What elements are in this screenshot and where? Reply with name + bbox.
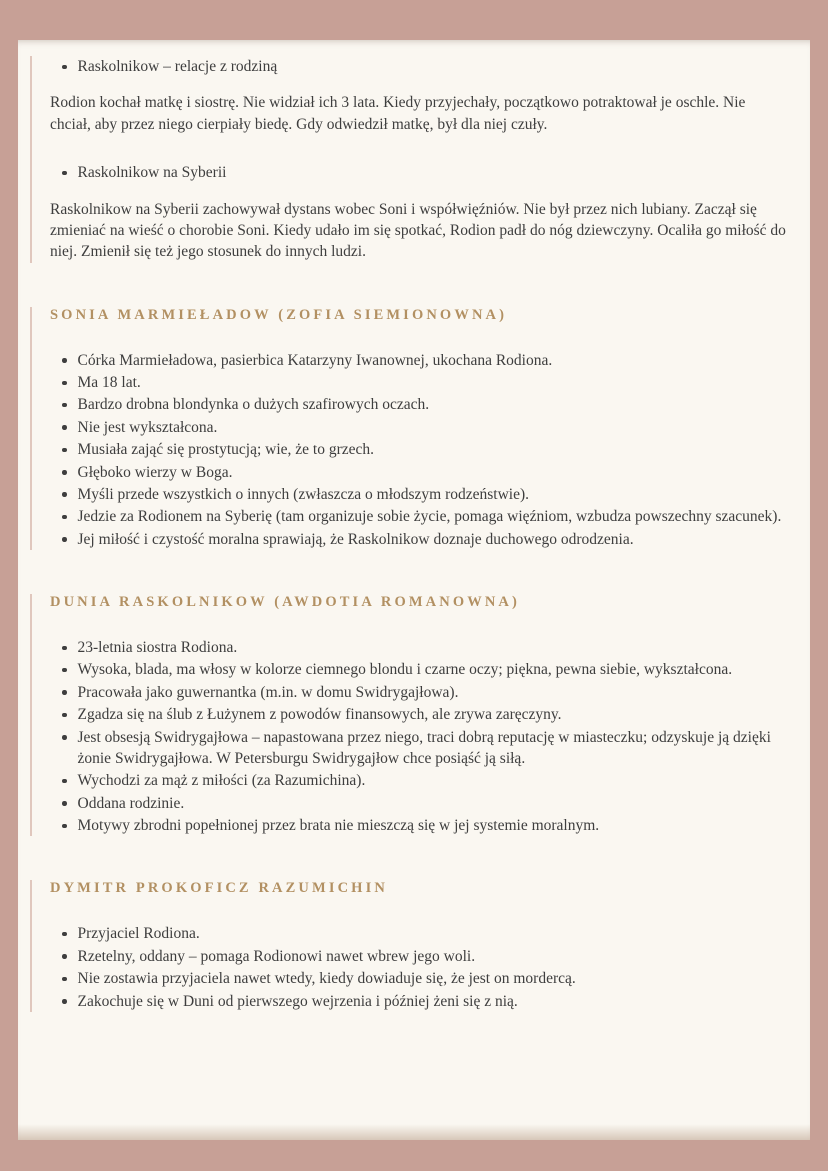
list-item-text: Raskolnikow – relacje z rodziną [77,58,278,75]
bullet-icon [62,801,67,806]
section [30,56,790,263]
list-item [50,991,790,1012]
list-item [50,484,790,505]
list-item [50,659,790,680]
paragraph: Rodion kochał matkę i siostrę. Nie widział ich 3 lata. Kiedy przyjechały, początkowo potraktował je oschle. Nie chciał, aby przez niego cierpiały biedę. Gdy odwiedził matkę, był dla niej czuły. [50,94,746,133]
list-item [50,637,790,658]
list-item-text: Przyjaciel Rodiona. [77,925,200,943]
list-item-text: Motywy zbrodni popełnionej przez brata nie mieszczą się w jej systemie moralnym. [77,817,600,834]
bullet-icon [62,537,67,542]
bullet-icon [62,646,67,651]
section [30,880,790,1012]
list-item-text: Oddana rodzinie. [77,794,185,812]
bullet-icon [62,358,67,363]
list-item [50,506,790,527]
section-title: DYMITR PROKOFICZ RAZUMICHIN [50,880,388,897]
list-item-text: Nie zostawia przyjaciela nawet wtedy, kiedy dowiaduje się, że jest on mordercą. [77,970,576,988]
bullet-icon [62,977,67,982]
section-title: SONIA MARMIEŁADOW (ZOFIA SIEMIONOWNA) [50,306,508,323]
list-item-text: Pracowała jako guwernantka (m.in. w domu Swidrygajłowa). [77,683,459,701]
list-item-text: Jedzie za Rodionem na Syberię (tam organizuje sobie życie, pomaga więźniom, wzbudza powszechny szacunek). [77,508,782,526]
list-item [50,439,790,460]
list-item-text: 23-letnia siostra Rodiona. [77,639,238,656]
list-item [50,417,790,438]
list-item-text: Wysoka, blada, ma włosy w kolorze ciemnego blondu i czarne oczy; piękna, pewna siebie, wykształcona. [77,661,733,679]
bullet-icon [62,425,67,430]
list-item [50,394,790,415]
list-item-text: Myśli przede wszystkich o innych (zwłaszcza o młodszym rodzeństwie). [77,485,530,503]
list-item-text: Zgadza się na ślub z Łużynem z powodów finansowych, ale zrywa zaręczyny. [77,706,562,724]
page-content [30,56,790,1012]
list-item [50,529,790,550]
bullet-icon [62,999,67,1004]
list-item-text: Jest obsesją Swidrygajłowa – napastowana przez niego, traci dobrą reputację w miasteczku; odzyskuje ją dzięki żonie Swidrygajłowa. W Petersburgu Swidrygajłow chce posiąść ją siłą. [77,728,771,767]
section [30,307,790,550]
list-item [50,727,790,770]
bullet-icon [62,515,67,520]
bullet-icon [62,824,67,829]
section [30,594,790,836]
list-item [50,923,790,944]
list-item [50,704,790,725]
bullet-icon [62,779,67,784]
paragraph: Raskolnikow na Syberii zachowywał dystans wobec Soni i współwięźniów. Nie był przez nich lubiany. Zaczął się zmieniać na wieść o chorobie Soni. Kiedy udało im się spotkać, Rodion padł do nóg dziewczyny. Ocaliła go miłość do niej. Zmienił się też jego stosunek do innych ludzi. [50,200,786,261]
bullet-icon [62,381,67,386]
bullet-icon [62,403,67,408]
list-item [50,770,790,791]
list-item-text: Zakochuje się w Duni od pierwszego wejrzenia i później żeni się z nią. [77,992,518,1010]
list-item-text: Bardzo drobna blondynka o dużych szafirowych oczach. [77,396,430,414]
list-item [50,946,790,967]
list-item [50,793,790,814]
bullet-icon [62,668,67,673]
bullet-icon [62,171,67,176]
list-item [50,462,790,483]
bullet-icon [62,932,67,937]
bullet-icon [62,713,67,718]
list-item [50,815,790,836]
list-item [50,682,790,703]
bullet-icon [62,470,67,475]
page [18,40,810,1140]
list-item-text: Wychodzi za mąż z miłości (za Razumichina). [77,772,366,790]
bullet-icon [62,735,67,740]
bullet-icon [62,492,67,497]
list-item-text: Raskolnikow na Syberii [77,164,227,182]
list-item [50,350,790,371]
list-item [50,56,790,77]
list-item-text: Jej miłość i czystość moralna sprawiają, że Raskolnikow doznaje duchowego odrodzenia. [77,530,634,548]
list-item-text: Nie jest wykształcona. [77,418,218,436]
bullet-icon [62,954,67,959]
list-item-text: Musiała zająć się prostytucją; wie, że to grzech. [77,441,375,459]
list-item-text: Ma 18 lat. [77,374,141,391]
list-item [50,968,790,989]
bullet-icon [62,448,67,453]
bullet-icon [62,65,67,70]
list-item-text: Rzetelny, oddany – pomaga Rodionowi nawet wbrew jego woli. [77,947,476,965]
list-item [50,372,790,393]
list-item-text: Głęboko wierzy w Boga. [77,463,233,481]
list-item-text: Córka Marmieładowa, pasierbica Katarzyny Iwanownej, ukochana Rodiona. [77,351,553,369]
section-title: DUNIA RASKOLNIKOW (AWDOTIA ROMANOWNA) [50,594,520,610]
list-item [50,162,790,183]
bullet-icon [62,690,67,695]
